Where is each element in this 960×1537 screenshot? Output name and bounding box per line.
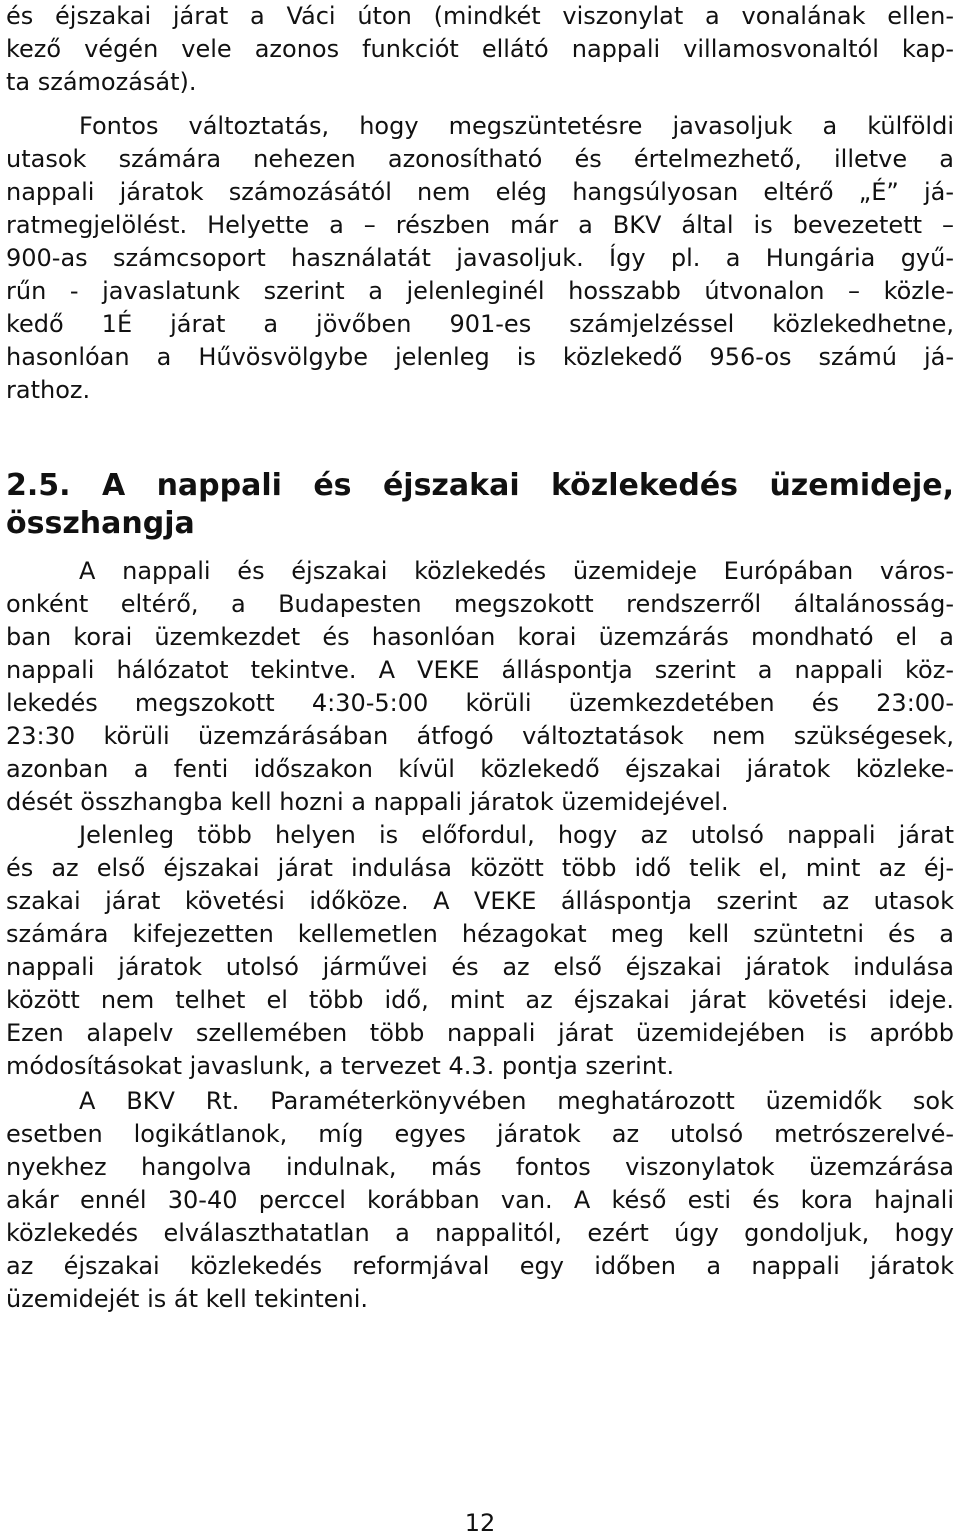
text-line: Jelenleg több helyen is előfordul, hogy az utolsó nappali járat: [79, 821, 954, 849]
section-heading-line: 2.5. A nappali és éjszakai közlekedés üzemideje,: [6, 468, 954, 503]
text-line: hasonlóan a Hűvösvölgybe jelenleg is közlekedő 956-os számú já-: [6, 343, 954, 371]
text-line: 900-as számcsoport használatát javasoljuk. Így pl. a Hungária gyű-: [6, 244, 954, 272]
text-line: nyekhez hangolva indulnak, más fontos viszonylatok üzemzárása: [6, 1153, 954, 1181]
text-line: esetben logikátlanok, míg egyes járatok az utolsó metrószerelvé-: [6, 1120, 954, 1148]
text-line: azonban a fenti időszakon kívül közlekedő éjszakai járatok közleke-: [6, 755, 954, 783]
text-line: nappali járatok számozásától nem elég hangsúlyosan eltérő „É” já-: [6, 178, 954, 206]
text-line: rűn - javaslatunk szerint a jelenleginél hosszabb útvonalon – közle-: [6, 277, 954, 305]
section-heading-line: összhangja: [6, 506, 195, 541]
text-line: közlekedés elválaszthatatlan a nappalitól, ezért úgy gondoljuk, hogy: [6, 1219, 954, 1247]
text-line: lekedés megszokott 4:30-5:00 körüli üzemkezdetében és 23:00-: [6, 689, 954, 717]
text-line: Ezen alapelv szellemében több nappali járat üzemidejében is apróbb: [6, 1019, 954, 1047]
text-line: dését összhangba kell hozni a nappali járatok üzemidejével.: [6, 788, 729, 816]
text-line: és éjszakai járat a Váci úton (mindkét viszonylat a vonalának ellen-: [6, 2, 954, 30]
text-line: Fontos változtatás, hogy megszüntetésre javasoljuk a külföldi: [79, 112, 954, 140]
text-line: A BKV Rt. Paraméterkönyvében meghatározott üzemidők sok: [79, 1087, 954, 1115]
text-line: nappali hálózatot tekintve. A VEKE álláspontja szerint a nappali köz-: [6, 656, 954, 684]
text-line: ta számozását).: [6, 68, 197, 96]
text-line: kedő 1É járat a jövőben 901-es számjelzéssel közlekedhetne,: [6, 310, 954, 338]
text-line: akár ennél 30-40 perccel korábban van. A késő esti és kora hajnali: [6, 1186, 954, 1214]
text-line: kező végén vele azonos funkciót ellátó nappali villamosvonaltól kap-: [6, 35, 954, 63]
text-line: között nem telhet el több idő, mint az éjszakai járat követési ideje.: [6, 986, 954, 1014]
text-line: A nappali és éjszakai közlekedés üzemideje Európában város-: [79, 557, 954, 585]
text-line: 23:30 körüli üzemzárásában átfogó változtatások nem szükségesek,: [6, 722, 954, 750]
text-line: nappali járatok utolsó járművei és az első éjszakai járatok indulása: [6, 953, 954, 981]
text-line: számára kifejezetten kellemetlen hézagokat meg kell szüntetni és a: [6, 920, 954, 948]
text-line: és az első éjszakai járat indulása között több idő telik el, mint az éj-: [6, 854, 954, 882]
text-line: az éjszakai közlekedés reformjával egy időben a nappali járatok: [6, 1252, 954, 1280]
text-line: ban korai üzemkezdet és hasonlóan korai üzemzárás mondható el a: [6, 623, 954, 651]
text-line: szakai járat követési időköze. A VEKE álláspontja szerint az utasok: [6, 887, 954, 915]
text-line: módosításokat javaslunk, a tervezet 4.3. pontja szerint.: [6, 1052, 675, 1080]
text-line: üzemidejét is át kell tekinteni.: [6, 1285, 369, 1313]
text-line: ratmegjelölést. Helyette a – részben már a BKV által is bevezetett –: [6, 211, 954, 239]
text-line: rathoz.: [6, 376, 91, 404]
text-line: utasok számára nehezen azonosítható és értelmezhető, illetve a: [6, 145, 954, 173]
text-line: onként eltérő, a Budapesten megszokott rendszerről általánosság-: [6, 590, 954, 618]
page-number: 12: [464, 1509, 496, 1537]
